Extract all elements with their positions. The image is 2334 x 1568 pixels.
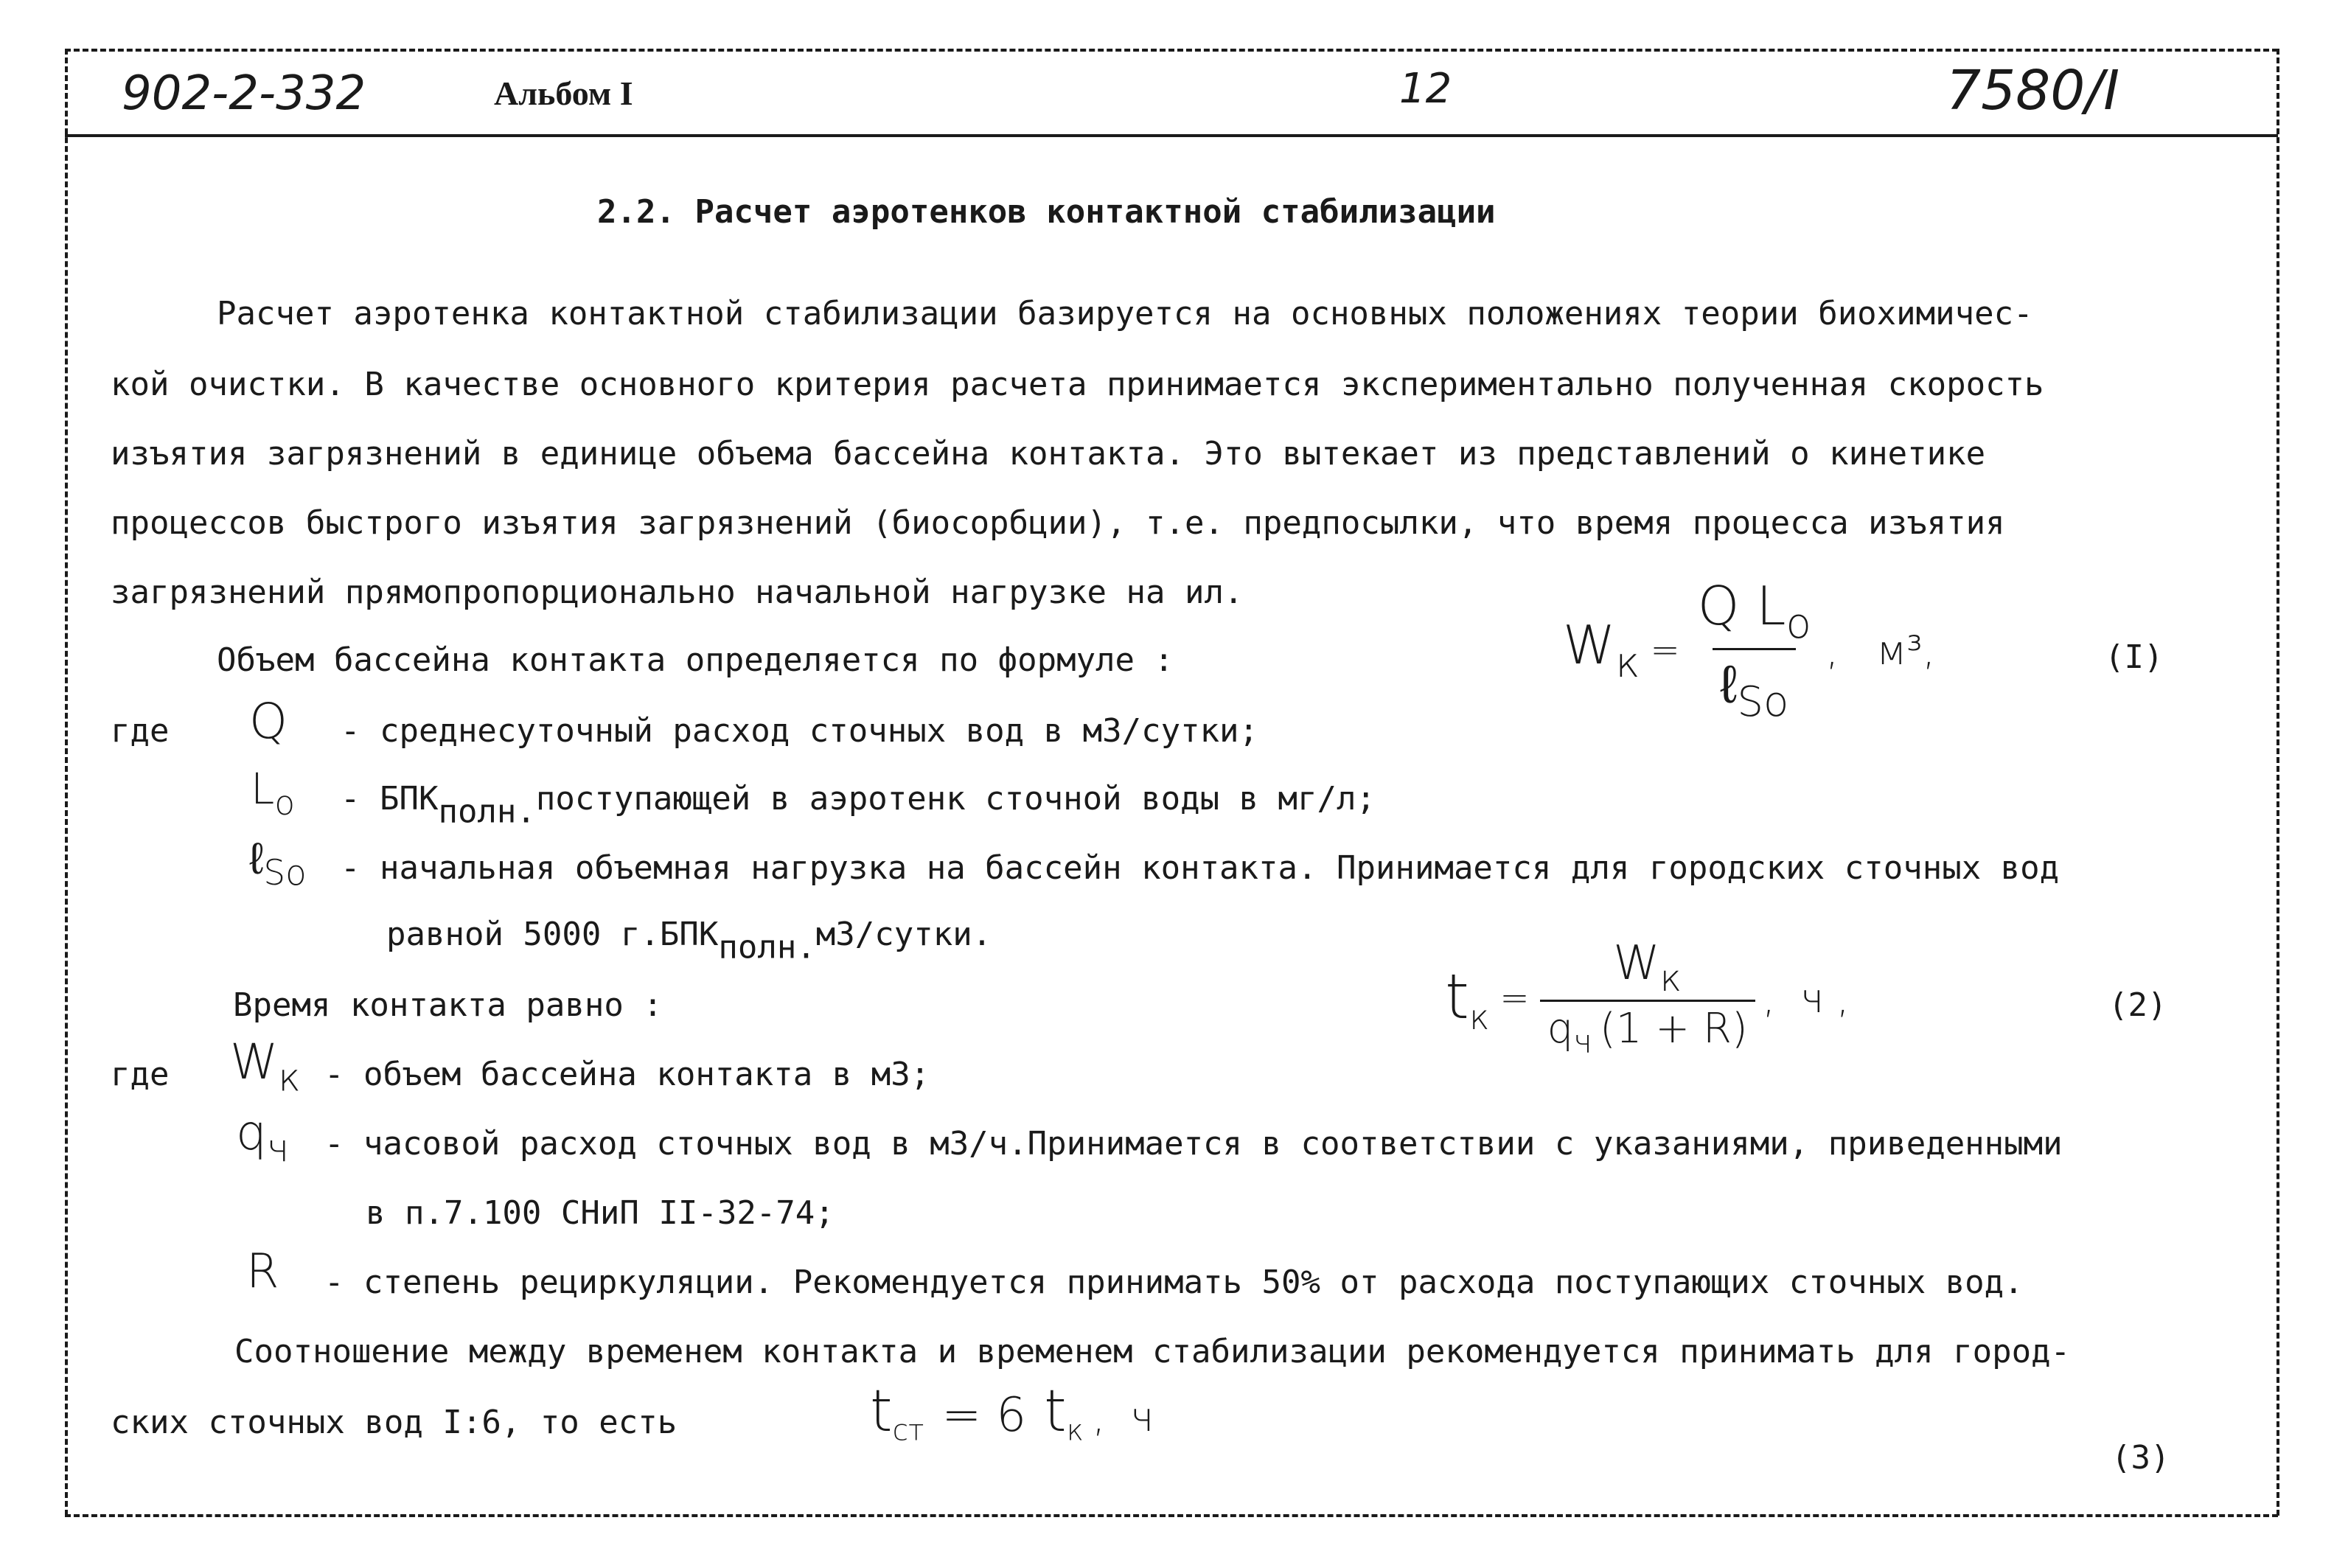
intro-line-1: Расчет аэротенка контактной стабилизации базируется на основных положениях теории биохимичес- <box>217 295 2033 332</box>
intro-line-2: кой очистки. В качестве основного критерия расчета принимается экспериментально полученная скорость <box>111 366 2044 403</box>
def2-text-q: - часовой расход сточных вод в м3/ч.Принимается в соответствии с указаниями, приведенными <box>324 1125 2063 1163</box>
header-divider <box>65 134 2278 137</box>
formula2-number: (2) <box>2108 986 2167 1024</box>
def2-symbol-q: $q_ч$ <box>236 1104 290 1171</box>
formula3-lhs: $t_{ст}$ <box>870 1379 924 1448</box>
ratio-line-2: ских сточных вод I:6, то есть <box>111 1404 677 1441</box>
formula2-unit: , ч , <box>1762 975 1850 1022</box>
ratio-line-1: Соотношение между временем контакта и временем стабилизации рекомендуется принимать для город- <box>234 1333 2071 1370</box>
formula1-unit: , м³, <box>1825 627 1936 674</box>
def2-text-r: - степень рециркуляции. Рекомендуется принимать 50% от расхода поступающих сточных вод. <box>324 1264 2024 1301</box>
where-label-1: где <box>111 712 170 750</box>
def1-symbol-ls: ℓ$_{So}$ <box>249 833 307 893</box>
formula2-fraction: $\frac{W_к}{q_ч (1 + R)}$ <box>1540 936 1755 1061</box>
sheet-code: 7580/I <box>1946 59 2120 122</box>
def2-symbol-w: $W_к$ <box>230 1034 301 1101</box>
intro-line-4: процессов быстрого изъятия загрязнений (биосорбции), т.е. предпосылки, что время процесса изъятия <box>111 504 2005 542</box>
section-title: 2.2. Расчет аэротенков контактной стабилизации <box>597 193 1496 231</box>
album-label: Альбом I <box>494 74 633 112</box>
formula1: $W_к$ = $\frac{Q L_o}{\ell_{So}}$ , м³, <box>1563 575 1936 726</box>
formula3-rhs: $t_к$ <box>1044 1379 1084 1448</box>
formula3 <box>870 1379 1154 1447</box>
formula1-number: (I) <box>2105 638 2164 676</box>
page-frame-left <box>65 49 68 1516</box>
def1-symbol-q: Q <box>249 693 288 750</box>
def2-text-w: - объем бассейна контакта в м3; <box>324 1056 930 1093</box>
def2-continuation: в п.7.100 СНиП II-32-74; <box>366 1194 835 1232</box>
where-label-2: где <box>111 1056 170 1093</box>
page-number: 12 <box>1399 65 1452 113</box>
formula2-lead: Время контакта равно : <box>233 986 663 1024</box>
def1-text-ls: - начальная объемная нагрузка на бассейн контакта. Принимается для городских сточных вод <box>341 849 2060 887</box>
page-frame-top <box>65 49 2278 52</box>
formula2: $t_к$ = $\frac{W_к}{q_ч (1 + R)}$ , ч , <box>1445 936 1850 1061</box>
intro-line-3: изъятия загрязнений в единице объема бассейна контакта. Это вытекает из представлений о кинетике <box>111 435 1986 473</box>
formula1-lead: Объем бассейна контакта определяется по формуле : <box>217 641 1174 679</box>
intro-line-5: загрязнений прямопропорционально начальной нагрузке на ил. <box>111 574 1244 611</box>
formula1-fraction: $\frac{Q L_o}{\ell_{So}}$ <box>1697 575 1811 726</box>
def2-symbol-r: R <box>246 1244 279 1299</box>
doc-code: 902-2-332 <box>122 66 366 121</box>
formula3-equals: = 6 <box>941 1388 1027 1443</box>
page-frame-right <box>2276 49 2279 1516</box>
page-frame-bottom <box>65 1514 2278 1517</box>
def1-symbol-l: $L_o$ <box>251 764 296 823</box>
formula2-lhs: $t_к$ <box>1445 960 1490 1037</box>
formula3-unit: , ч <box>1092 1394 1154 1440</box>
def1-text-q: - среднесуточный расход сточных вод в м3/сутки; <box>341 712 1259 750</box>
formula1-lhs: $W_к$ <box>1563 613 1640 687</box>
def1-text-l: - БПКполн.поступающей в аэротенк сточной воды в мг/л; <box>341 780 1376 831</box>
formula3-number: (3) <box>2111 1439 2170 1477</box>
def1-continuation: равной 5000 г.БПКполн.м3/сутки. <box>386 916 992 966</box>
